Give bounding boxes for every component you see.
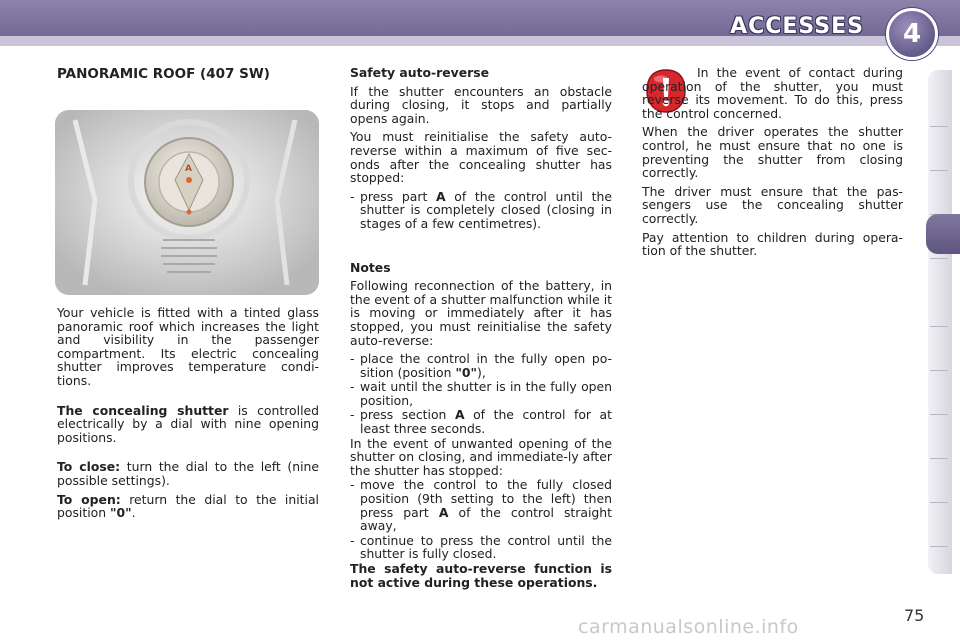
notes-heading: Notes xyxy=(350,259,391,275)
tab-divider xyxy=(930,414,948,415)
list-text: of the control for at least three seconds. xyxy=(360,407,612,437)
safety-paragraph-2: You must reinitialise the safety auto-reverse within a maximum of five sec-onds after the concealing shutter has stopped: xyxy=(350,129,612,186)
tab-divider xyxy=(930,326,948,327)
roof-dial-illustration xyxy=(55,110,319,295)
warning-paragraph: In the event of contact during operation of the shutter, you must reverse its movement. To do this, press the control concerned. xyxy=(642,65,903,121)
children-paragraph: Pay attention to children during opera-tion of the shutter. xyxy=(642,229,903,259)
section-title: PANORAMIC ROOF (407 SW) xyxy=(57,66,270,82)
part-a-ref: A xyxy=(436,188,446,204)
part-a-ref: A xyxy=(438,504,449,520)
tab-divider xyxy=(930,502,948,503)
shutter-label: The concealing shutter xyxy=(57,402,229,418)
list-text: ), xyxy=(476,364,486,380)
list-text: move the control to the fully closed position (9th setting to the left) then press part xyxy=(360,477,612,520)
page-number: 75 xyxy=(904,606,925,625)
list-text: of the control straight away, xyxy=(360,504,612,534)
list-text: press part xyxy=(360,188,436,204)
close-label: To close: xyxy=(57,459,121,475)
list-text: place the control in the fully open po-sition (position xyxy=(360,351,612,380)
notes-list-item: - continue to press the control until the shutter is fully closed. xyxy=(350,534,612,561)
notes-paragraph-2: In the event of unwanted opening of the shutter on closing, and immediate-ly after the shutter has stopped: xyxy=(350,435,612,478)
tab-divider xyxy=(930,126,948,127)
chapter-title: ACCESSES xyxy=(730,14,864,39)
close-paragraph xyxy=(57,460,319,487)
position-zero-ref: "0" xyxy=(455,364,477,380)
list-text: press section xyxy=(360,407,455,423)
tab-divider xyxy=(930,458,948,459)
open-value: "0" xyxy=(110,505,132,521)
chapter-number-badge: 4 xyxy=(886,8,938,60)
chapter-side-tabs xyxy=(928,70,952,574)
intro-paragraph: Your vehicle is fitted with a tinted glass panoramic roof which increases the light and visibility in the passenger compartment. Its electric concealing shutter improves temperature condi-tions. xyxy=(57,305,319,388)
notes-paragraph-1: Following reconnection of the battery, in the event of a shutter malfunction while it is moving or immediately after it has stopped, you must reinitialise the safety auto-reverse: xyxy=(350,278,612,348)
safety-list-item xyxy=(350,190,612,231)
notes-list-item: - wait until the shutter is in the fully open position, xyxy=(350,380,612,407)
open-end: . xyxy=(131,505,136,521)
open-text: return the dial to the initial position xyxy=(57,491,319,521)
column-right xyxy=(642,66,903,263)
list-text: of the control until the shutter is completely closed (closing in stages of a few centimetres). xyxy=(360,188,612,231)
open-paragraph xyxy=(57,493,319,520)
notes-list-item xyxy=(350,352,612,379)
tab-divider xyxy=(930,170,948,171)
column-left xyxy=(57,306,319,525)
part-a-label: A xyxy=(185,164,192,174)
shutter-text: is controlled electrically by a dial with nine opening positions. xyxy=(57,402,319,445)
notes-list-item xyxy=(350,478,612,532)
part-a-ref: A xyxy=(454,407,465,423)
driver-paragraph-2: The driver must ensure that the pas-sengers use the concealing shutter correctly. xyxy=(642,183,903,226)
column-middle xyxy=(350,66,612,594)
tab-divider xyxy=(930,258,948,259)
close-text: turn the dial to the left (nine possible settings). xyxy=(57,459,319,488)
safety-paragraph-1: If the shutter encounters an obstacle during closing, it stops and partially opens again. xyxy=(350,83,612,126)
safety-heading: Safety auto-reverse xyxy=(350,65,490,80)
active-chapter-tab[interactable] xyxy=(926,214,960,254)
tab-divider xyxy=(930,370,948,371)
notes-list-item xyxy=(350,408,612,435)
notes-final-warning: The safety auto-reverse function is not active during these operations. xyxy=(350,561,612,590)
shutter-paragraph xyxy=(57,404,319,445)
roof-control-photo xyxy=(55,110,319,295)
open-label: To open: xyxy=(57,491,121,507)
tab-divider xyxy=(930,546,948,547)
watermark: carmanualsonline.info xyxy=(578,616,799,638)
driver-paragraph-1: When the driver operates the shutter control, he must ensure that no one is preventing the shutter from closing correctly. xyxy=(642,124,903,181)
